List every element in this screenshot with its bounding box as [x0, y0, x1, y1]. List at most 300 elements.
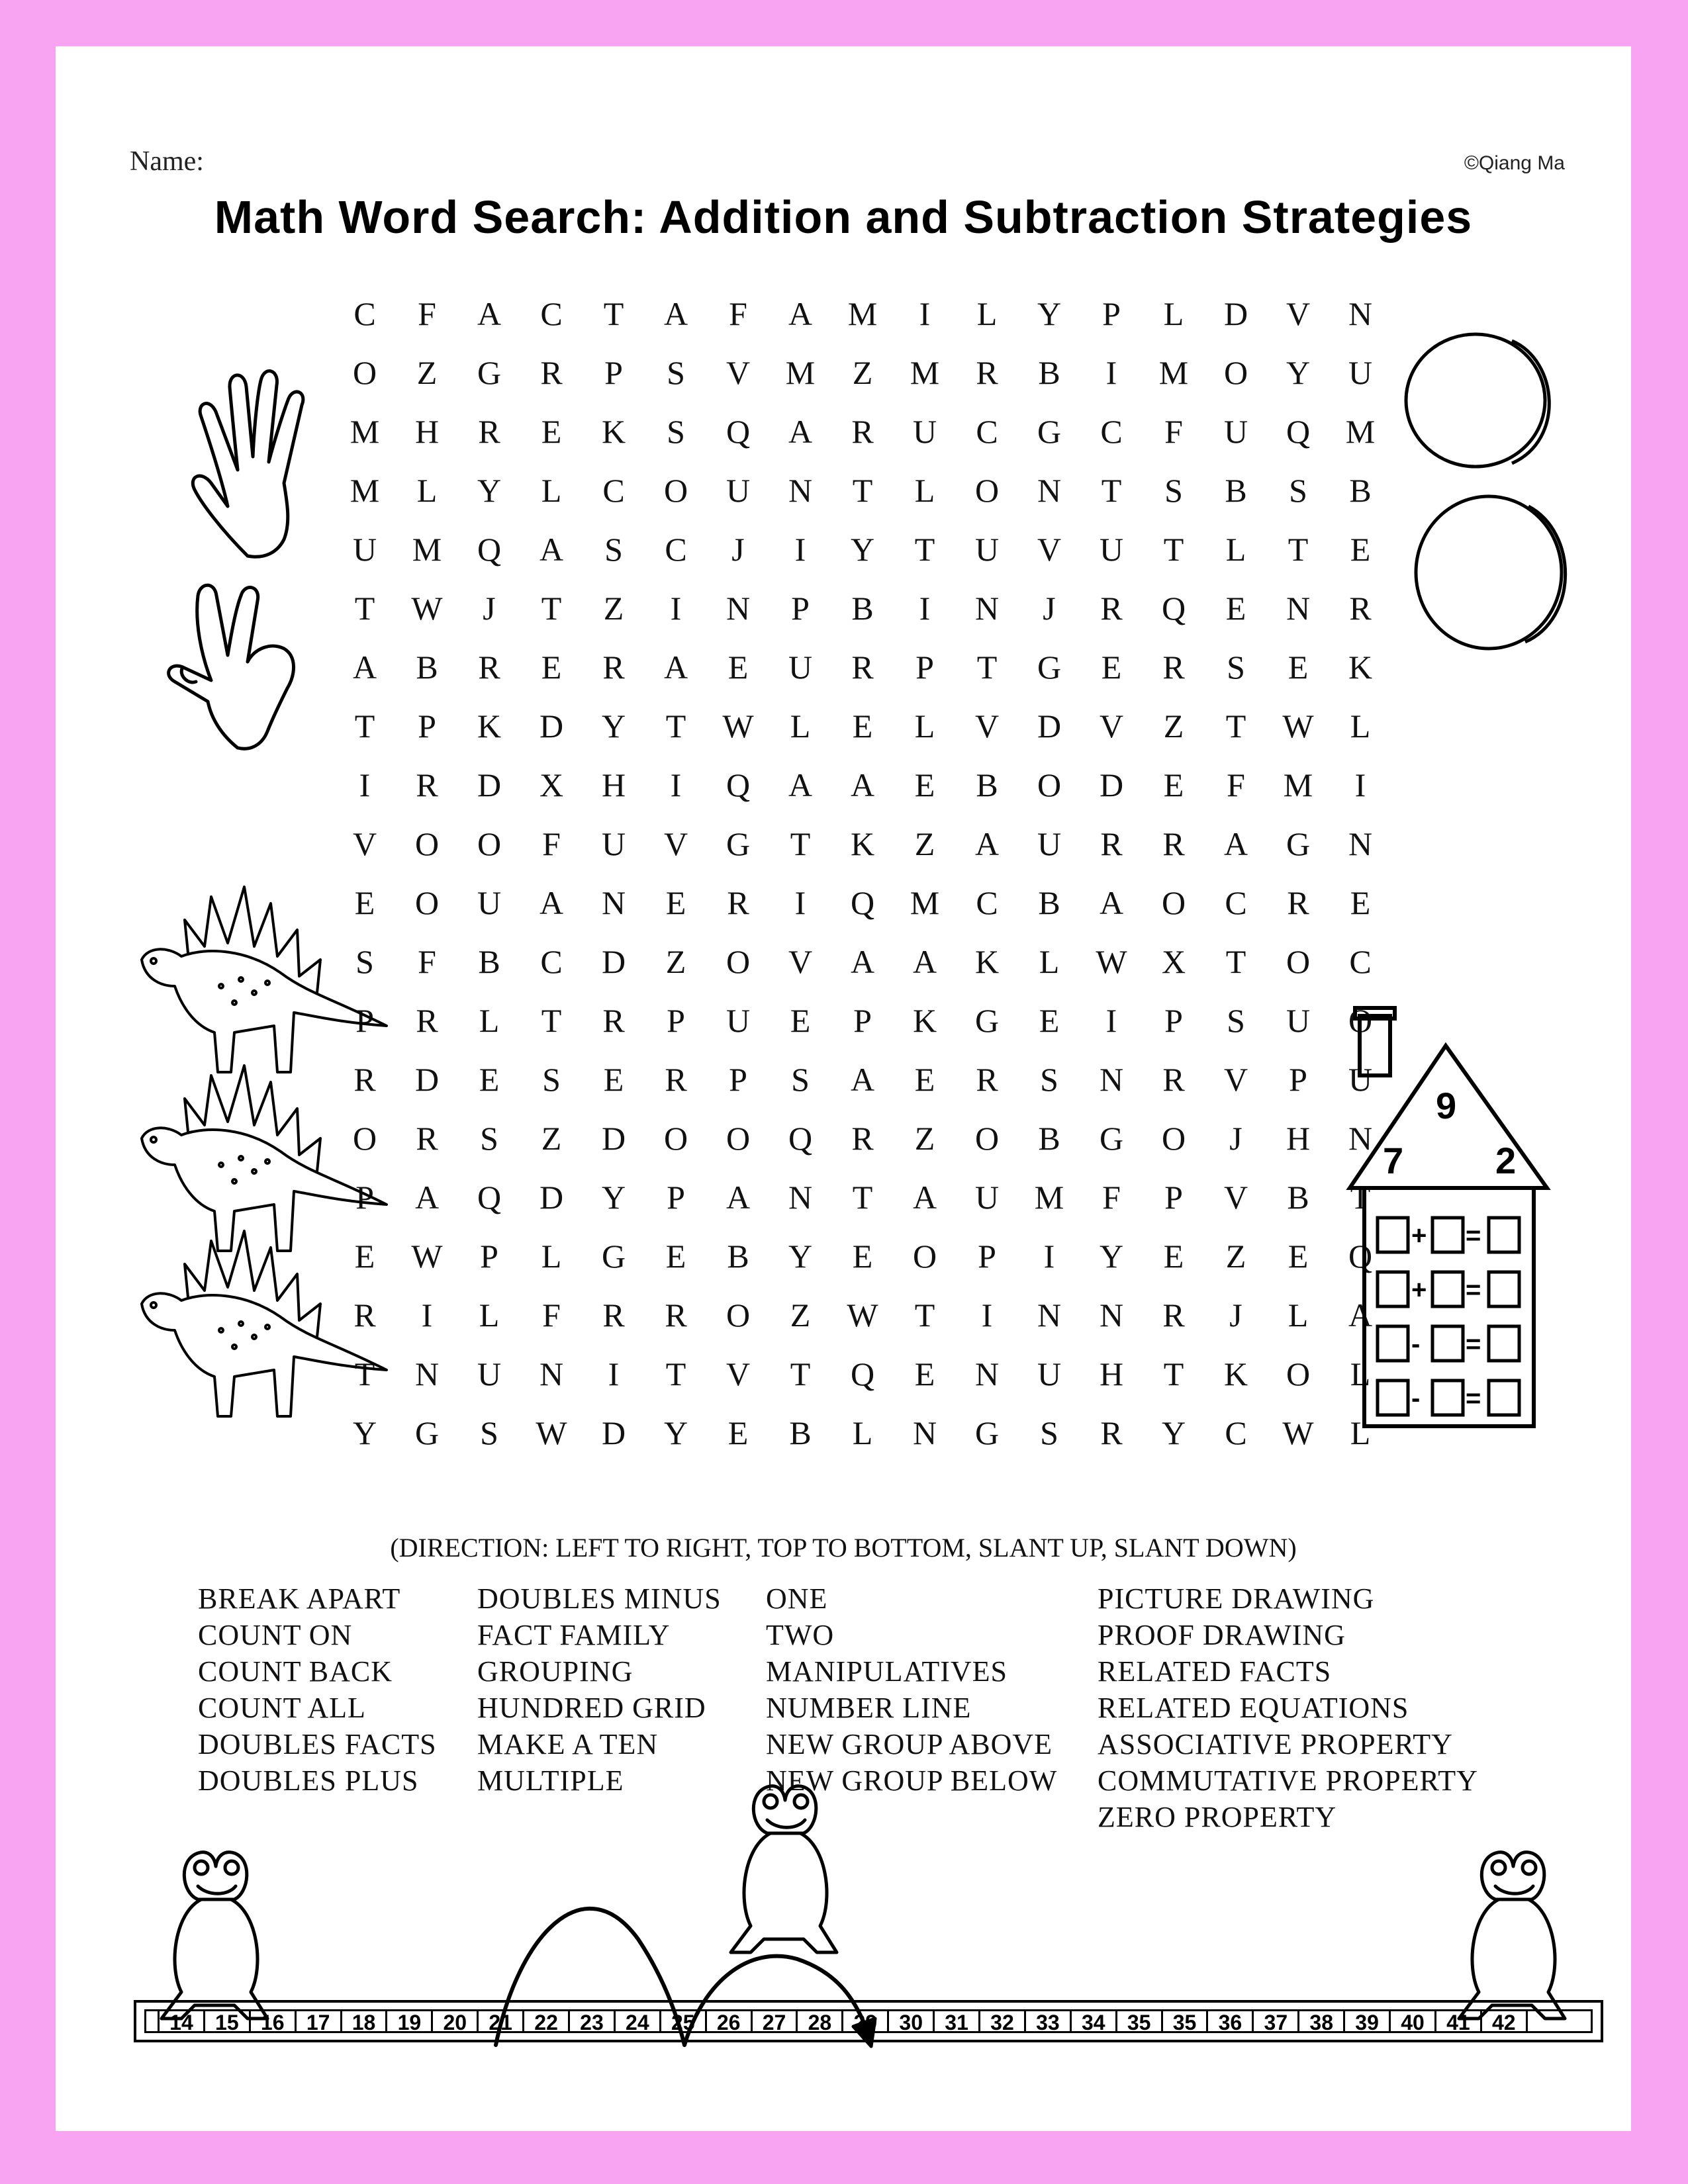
grid-letter: A	[788, 766, 813, 803]
grid-letter: E	[665, 884, 686, 921]
grid-row	[334, 1345, 1393, 1404]
number-line-tick: 42	[1482, 2011, 1528, 2031]
word-list-item: MAKE A TEN	[477, 1728, 659, 1760]
number-line-tick: 23	[570, 2011, 616, 2031]
grid-letter: C	[1100, 413, 1123, 450]
grid-letter: A	[1348, 1297, 1373, 1334]
grid-letter: U	[352, 531, 377, 568]
grid-letter: N	[1286, 590, 1311, 627]
grid-letter: C	[1225, 1414, 1247, 1451]
grid-letter: O	[974, 1120, 1000, 1157]
worksheet-page	[56, 46, 1631, 2131]
number-line-tick: 36	[1208, 2011, 1254, 2031]
grid-letter: A	[539, 884, 564, 921]
grid-row	[334, 697, 1393, 756]
grid-row	[334, 1286, 1393, 1345]
grid-letter: P	[480, 1238, 498, 1275]
word-list-item: MANIPULATIVES	[766, 1655, 1008, 1688]
grid-row	[334, 638, 1393, 697]
grid-letter: O	[1161, 1120, 1186, 1157]
grid-row	[334, 520, 1393, 579]
house-blank-box	[1489, 1272, 1519, 1306]
grid-letter: O	[352, 1120, 377, 1157]
grid-letter: Z	[1163, 707, 1184, 745]
grid-letter: N	[726, 590, 751, 627]
word-list-item: DOUBLES PLUS	[198, 1764, 419, 1797]
grid-letter: J	[483, 590, 496, 627]
number-line-tick: 14	[160, 2011, 205, 2031]
grid-letter: U	[726, 472, 751, 509]
grid-letter: S	[480, 1414, 498, 1451]
grid-letter: L	[914, 472, 935, 509]
grid-letter: E	[852, 707, 873, 745]
grid-letter: G	[974, 1002, 1000, 1039]
number-line-tick: 21	[479, 2011, 524, 2031]
grid-letter: L	[1288, 1297, 1309, 1334]
grid-letter: S	[480, 1120, 498, 1157]
grid-letter: E	[665, 1238, 686, 1275]
grid-letter: Y	[477, 472, 502, 509]
grid-letter: E	[727, 649, 749, 686]
grid-letter: S	[542, 1061, 561, 1098]
grid-letter: Z	[852, 354, 873, 391]
grid-letter: N	[1348, 295, 1373, 332]
grid-letter: S	[1040, 1414, 1058, 1451]
number-line-tick: 15	[205, 2011, 251, 2031]
grid-letter: E	[354, 884, 375, 921]
grid-letter: M	[847, 295, 878, 332]
grid-letter: Q	[726, 413, 751, 450]
grid-letter: J	[731, 531, 745, 568]
grid-row	[334, 402, 1393, 461]
number-line-end	[1528, 2011, 1591, 2031]
grid-letter: C	[665, 531, 687, 568]
word-list-item: NEW GROUP BELOW	[766, 1764, 1058, 1797]
grid-letter: G	[601, 1238, 626, 1275]
number-line-tick: 41	[1436, 2011, 1482, 2031]
number-line	[134, 2000, 1603, 2042]
grid-letter: L	[1039, 943, 1060, 980]
grid-letter: H	[601, 766, 626, 803]
number-line-tick: 27	[753, 2011, 798, 2031]
house-equals: =	[1466, 1275, 1481, 1304]
grid-letter: E	[1350, 884, 1371, 921]
grid-letter: S	[1289, 472, 1307, 509]
grid-letter: T	[354, 590, 375, 627]
house-equation-rows	[1378, 1218, 1519, 1415]
house-blank-box	[1378, 1218, 1408, 1252]
grid-letter: X	[539, 766, 564, 803]
grid-letter: U	[1037, 825, 1062, 862]
grid-letter: I	[1043, 1238, 1055, 1275]
grid-letter: I	[1105, 1002, 1117, 1039]
grid-letter: L	[541, 1238, 562, 1275]
grid-letter: I	[919, 590, 931, 627]
grid-letter: P	[791, 590, 810, 627]
grid-letter: R	[478, 413, 500, 450]
grid-row	[334, 461, 1393, 520]
word-list-item: TWO	[766, 1619, 835, 1651]
grid-letter: I	[794, 884, 806, 921]
grid-letter: V	[788, 943, 813, 980]
grid-letter: E	[1288, 1238, 1309, 1275]
grid-letter: M	[1158, 354, 1189, 391]
grid-letter: R	[727, 884, 749, 921]
grid-letter: Z	[541, 1120, 562, 1157]
word-list-item: RELATED EQUATIONS	[1098, 1692, 1409, 1724]
grid-letter: C	[602, 472, 625, 509]
word-list-item: DOUBLES FACTS	[198, 1728, 437, 1760]
grid-letter: C	[1349, 943, 1372, 980]
grid-letter: Y	[601, 707, 626, 745]
grid-letter: A	[1223, 825, 1248, 862]
house-roof-right-number: 2	[1495, 1140, 1517, 1181]
grid-letter: N	[912, 1414, 937, 1451]
grid-letter: T	[976, 649, 998, 686]
grid-letter: V	[726, 1355, 751, 1392]
number-line-ticks	[144, 2009, 1593, 2033]
grid-letter: C	[976, 884, 998, 921]
grid-letter: P	[667, 1179, 685, 1216]
grid-letter: A	[850, 766, 875, 803]
number-line-tick: 24	[616, 2011, 661, 2031]
grid-letter: U	[974, 531, 1000, 568]
word-list-item: ONE	[766, 1582, 828, 1615]
grid-letter: Q	[477, 1179, 502, 1216]
grid-letter: L	[1225, 531, 1246, 568]
grid-letter: H	[1099, 1355, 1124, 1392]
grid-letter: Q	[850, 1355, 875, 1392]
grid-letter: R	[665, 1297, 687, 1334]
grid-letter: R	[602, 1297, 625, 1334]
grid-letter: F	[1164, 413, 1183, 450]
grid-letter: L	[914, 707, 935, 745]
grid-letter: T	[1350, 1179, 1371, 1216]
grid-letter: B	[1225, 472, 1247, 509]
grid-letter: O	[663, 472, 688, 509]
grid-letter: U	[1348, 354, 1373, 391]
number-line-tick: 37	[1254, 2011, 1299, 2031]
grid-letter: N	[601, 884, 626, 921]
word-list-item: ASSOCIATIVE PROPERTY	[1098, 1728, 1453, 1760]
coins-illustration	[1380, 308, 1605, 692]
grid-letter: N	[974, 590, 1000, 627]
grid-letter: P	[915, 649, 934, 686]
number-line-tick: 32	[980, 2011, 1026, 2031]
number-line-tick: 16	[251, 2011, 297, 2031]
grid-letter: A	[477, 295, 502, 332]
grid-letter: D	[1037, 707, 1062, 745]
grid-letter: W	[847, 1297, 878, 1334]
grid-letter: R	[416, 1120, 438, 1157]
grid-letter: P	[729, 1061, 747, 1098]
grid-letter: I	[1354, 766, 1366, 803]
grid-letter: O	[1348, 1002, 1373, 1039]
grid-letter: L	[1350, 1355, 1371, 1392]
grid-row	[334, 756, 1393, 815]
grid-letter: K	[850, 825, 875, 862]
grid-letter: B	[727, 1238, 749, 1275]
grid-letter: T	[1225, 943, 1246, 980]
grid-letter: T	[852, 472, 873, 509]
grid-letter: T	[914, 531, 935, 568]
grid-letter: L	[1350, 1414, 1371, 1451]
grid-letter: P	[355, 1179, 374, 1216]
grid-letter: A	[788, 413, 813, 450]
grid-letter: Z	[790, 1297, 811, 1334]
grid-letter: E	[541, 649, 562, 686]
house-blank-box	[1432, 1272, 1463, 1306]
grid-letter: O	[974, 472, 1000, 509]
number-line-tick: 34	[1072, 2011, 1117, 2031]
grid-letter: B	[1349, 472, 1372, 509]
grid-letter: F	[729, 295, 747, 332]
grid-letter: U	[477, 884, 502, 921]
grid-letter: D	[1099, 766, 1124, 803]
grid-letter: K	[1223, 1355, 1248, 1392]
grid-letter: K	[601, 413, 626, 450]
grid-letter: S	[1227, 1002, 1245, 1039]
grid-row	[334, 874, 1393, 933]
word-list-item: PROOF DRAWING	[1098, 1619, 1346, 1651]
grid-letter: L	[852, 1414, 873, 1451]
grid-letter: R	[851, 649, 874, 686]
grid-letter: R	[976, 1061, 998, 1098]
grid-letter: R	[1162, 825, 1185, 862]
grid-letter: A	[663, 649, 688, 686]
grid-letter: T	[603, 295, 624, 332]
grid-letter: P	[1289, 1061, 1307, 1098]
grid-letter: F	[418, 943, 436, 980]
grid-letter: X	[1161, 943, 1186, 980]
house-operator: -	[1411, 1384, 1421, 1413]
grid-letter: E	[1101, 649, 1122, 686]
house-operator: -	[1411, 1330, 1421, 1359]
grid-letter: R	[540, 354, 563, 391]
house-roof-top-number: 9	[1436, 1085, 1457, 1126]
word-list-column-3	[766, 1580, 1057, 1799]
number-line-tick: 18	[342, 2011, 388, 2031]
grid-letter: O	[663, 1120, 688, 1157]
grid-letter: A	[414, 1179, 440, 1216]
grid-letter: S	[1164, 472, 1183, 509]
grid-letter: Y	[1286, 354, 1311, 391]
grid-letter: F	[1227, 766, 1245, 803]
number-line-tick: 20	[433, 2011, 479, 2031]
grid-letter: S	[355, 943, 374, 980]
grid-letter: Q	[1161, 590, 1186, 627]
number-line-tick: 26	[707, 2011, 753, 2031]
grid-letter: K	[477, 707, 502, 745]
grid-row	[334, 343, 1393, 402]
grid-letter: A	[912, 1179, 937, 1216]
grid-letter: T	[665, 1355, 686, 1392]
grid-letter: C	[1225, 884, 1247, 921]
grid-letter: W	[722, 707, 754, 745]
word-list-item: NEW GROUP ABOVE	[766, 1728, 1053, 1760]
grid-letter: T	[1163, 1355, 1184, 1392]
grid-letter: U	[477, 1355, 502, 1392]
grid-letter: M	[412, 531, 442, 568]
house-blank-box	[1432, 1381, 1463, 1415]
word-list-item: COMMUTATIVE PROPERTY	[1098, 1764, 1478, 1797]
grid-letter: N	[788, 1179, 813, 1216]
grid-letter: O	[1161, 884, 1186, 921]
grid-letter: L	[790, 707, 811, 745]
grid-letter: U	[788, 649, 813, 686]
grid-letter: Z	[914, 825, 935, 862]
grid-letter: R	[353, 1297, 376, 1334]
grid-letter: B	[478, 943, 500, 980]
number-line-tick: 38	[1299, 2011, 1345, 2031]
grid-letter: J	[1043, 590, 1056, 627]
grid-letter: P	[1102, 295, 1121, 332]
grid-letter: Y	[850, 531, 875, 568]
grid-letter: C	[976, 413, 998, 450]
name-label: Name:	[130, 146, 204, 177]
grid-letter: B	[1287, 1179, 1309, 1216]
word-list-item: COUNT BACK	[198, 1655, 393, 1688]
grid-letter: M	[350, 413, 380, 450]
grid-letter: R	[602, 649, 625, 686]
grid-letter: T	[1288, 531, 1309, 568]
grid-letter: Y	[788, 1238, 813, 1275]
number-line-tick: 22	[524, 2011, 570, 2031]
grid-letter: D	[477, 766, 502, 803]
word-list-item: COUNT ALL	[198, 1692, 366, 1724]
grid-letter: R	[1349, 590, 1372, 627]
grid-letter: T	[914, 1297, 935, 1334]
grid-letter: B	[851, 590, 874, 627]
grid-letter: E	[914, 1355, 935, 1392]
grid-letter: E	[1288, 649, 1309, 686]
grid-letter: M	[785, 354, 816, 391]
grid-letter: F	[1102, 1179, 1121, 1216]
grid-letter: N	[1099, 1297, 1124, 1334]
grid-letter: O	[1286, 943, 1311, 980]
grid-letter: Y	[663, 1414, 688, 1451]
grid-letter: R	[1100, 1414, 1123, 1451]
number-house-illustration	[1336, 996, 1562, 1433]
house-blank-box	[1432, 1326, 1463, 1361]
grid-letter: E	[603, 1061, 624, 1098]
grid-letter: W	[1096, 943, 1127, 980]
grid-letter: Z	[665, 943, 686, 980]
grid-letter: D	[601, 1120, 626, 1157]
grid-letter: E	[790, 1002, 811, 1039]
grid-letter: R	[1162, 1297, 1185, 1334]
grid-letter: Q	[1348, 1238, 1373, 1275]
grid-letter: L	[1350, 707, 1371, 745]
word-list-column-2	[477, 1580, 722, 1799]
grid-letter: U	[1286, 1002, 1311, 1039]
word-list-item: NUMBER LINE	[766, 1692, 972, 1724]
grid-letter: O	[726, 943, 751, 980]
grid-letter: R	[1100, 590, 1123, 627]
grid-letter: S	[604, 531, 623, 568]
number-line-tick: 40	[1391, 2011, 1436, 2031]
grid-letter: D	[414, 1061, 440, 1098]
grid-letter: D	[601, 1414, 626, 1451]
number-line-tick: 30	[889, 2011, 935, 2031]
grid-letter: U	[974, 1179, 1000, 1216]
grid-letter: G	[1037, 649, 1062, 686]
grid-letter: U	[1348, 1061, 1373, 1098]
grid-letter: E	[1039, 1002, 1060, 1039]
grid-letter: Z	[1225, 1238, 1246, 1275]
grid-letter: E	[479, 1061, 500, 1098]
grid-letter: U	[1099, 531, 1124, 568]
grid-letter: A	[1099, 884, 1124, 921]
page-title: Math Word Search: Addition and Subtraction Strategies	[214, 191, 1473, 243]
house-blank-box	[1489, 1326, 1519, 1361]
grid-letter: V	[1286, 295, 1311, 332]
grid-letter: B	[976, 766, 998, 803]
grid-letter: E	[1225, 590, 1246, 627]
grid-letter: Z	[914, 1120, 935, 1157]
grid-letter: N	[788, 472, 813, 509]
grid-letter: G	[1037, 413, 1062, 450]
grid-letter: Y	[601, 1179, 626, 1216]
grid-letter: B	[1038, 884, 1060, 921]
grid-letter: W	[411, 1238, 443, 1275]
grid-letter: I	[981, 1297, 993, 1334]
grid-letter: Q	[726, 766, 751, 803]
house-blank-box	[1489, 1218, 1519, 1252]
grid-letter: N	[1348, 1120, 1373, 1157]
house-equation-row	[1378, 1326, 1519, 1361]
grid-letter: G	[1099, 1120, 1124, 1157]
house-blank-box	[1378, 1326, 1408, 1361]
grid-letter: T	[790, 825, 811, 862]
house-equals: =	[1466, 1221, 1481, 1250]
grid-letter: I	[670, 766, 682, 803]
grid-letter: Y	[1161, 1414, 1186, 1451]
grid-letter: L	[479, 1002, 500, 1039]
number-line-tick: 31	[935, 2011, 980, 2031]
grid-letter: C	[540, 295, 563, 332]
grid-letter: P	[355, 1002, 374, 1039]
house-equals: =	[1466, 1330, 1481, 1359]
grid-letter: P	[667, 1002, 685, 1039]
number-line-tick: 29	[843, 2011, 889, 2031]
grid-letter: T	[790, 1355, 811, 1392]
grid-letter: G	[414, 1414, 440, 1451]
grid-letter: R	[1162, 649, 1185, 686]
grid-letter: B	[1038, 354, 1060, 391]
grid-letter: A	[788, 295, 813, 332]
grid-row	[334, 933, 1393, 991]
house-equals: =	[1466, 1384, 1481, 1413]
grid-letter: I	[919, 295, 931, 332]
word-list-item: HUNDRED GRID	[477, 1692, 706, 1724]
grid-letter: S	[667, 354, 685, 391]
direction-text: (DIRECTION: LEFT TO RIGHT, TOP TO BOTTOM, SLANT UP, SLANT DOWN)	[390, 1533, 1297, 1563]
grid-letter: S	[667, 413, 685, 450]
grid-letter: V	[1223, 1061, 1248, 1098]
grid-letter: P	[853, 1002, 872, 1039]
grid-letter: A	[663, 295, 688, 332]
grid-letter: O	[726, 1297, 751, 1334]
grid-letter: T	[541, 590, 562, 627]
grid-letter: Y	[352, 1414, 377, 1451]
grid-letter: T	[1101, 472, 1122, 509]
grid-row	[334, 1050, 1393, 1109]
grid-row	[334, 579, 1393, 638]
grid-letter: R	[416, 766, 438, 803]
grid-letter: K	[912, 1002, 937, 1039]
grid-letter: Q	[477, 531, 502, 568]
